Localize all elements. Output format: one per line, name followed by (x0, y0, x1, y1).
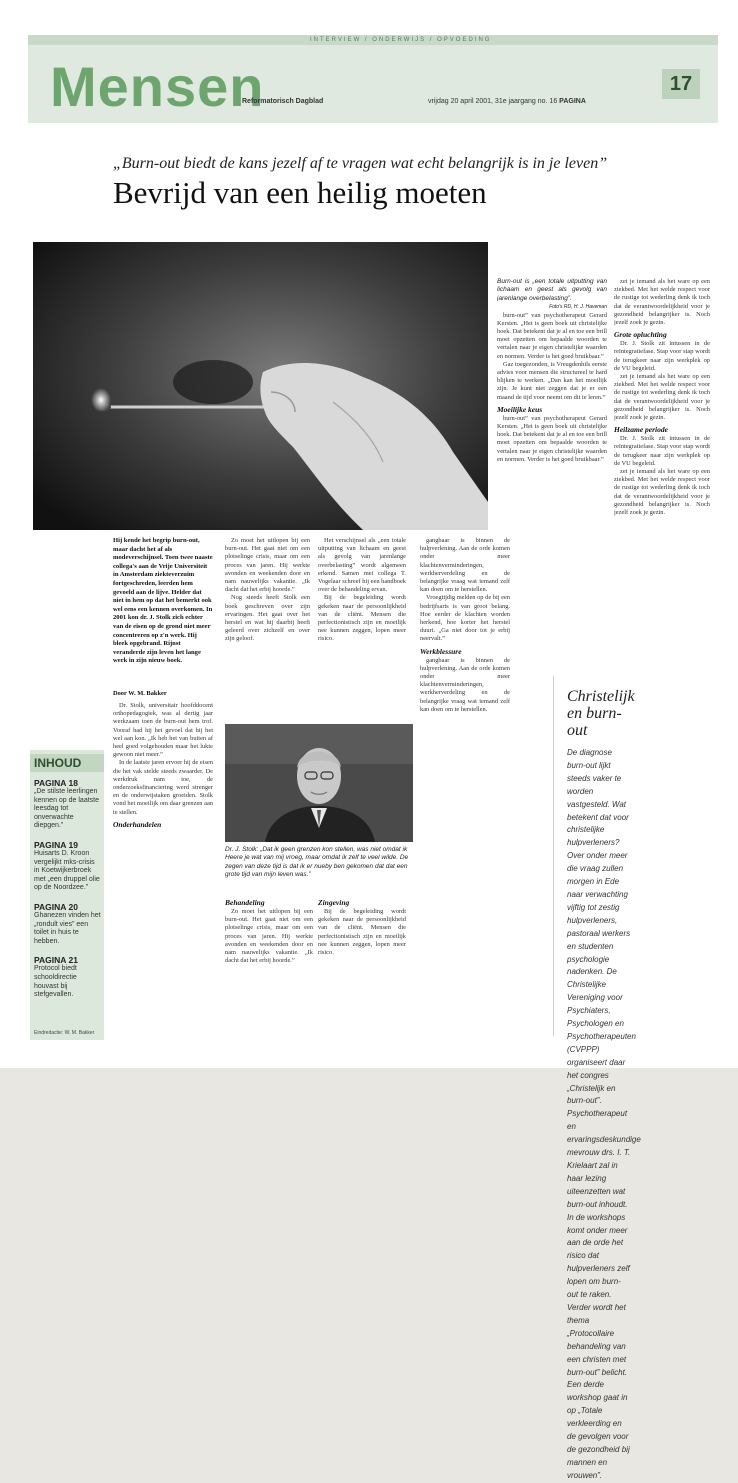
contents-text: Protocol biedt schooldirectie houvast bij stefgevallen. (34, 965, 77, 999)
text-column-5 (497, 278, 607, 678)
section-title: Mensen (50, 55, 265, 118)
text-column-3 (318, 537, 406, 717)
portrait-illustration (225, 724, 413, 842)
contents-item[interactable] (34, 955, 102, 999)
paragraph: In de laatste jaren ervoer hij de eisen die het vak stelde steeds zwaarder. De werkdruk nam toe, de onderzoeksfinanciering werd strenger en de onderwijstaken groeiden. Stolk vond het moeilijk om daar grenzen aan te stellen. (113, 759, 213, 816)
paragraph: Bij de begeleiding wordt gekeken naar de persoonlijkheid van de cliënt. Mensen die perfectionistisch zijn en moeilijk nee kunnen zeggen, lopen meer risico. (318, 908, 406, 957)
sidebar (567, 688, 641, 1483)
paragraph: zet je iemand als het ware op een ziekbed. Met het welde respect voor de rustige tot wederling denk ik toch dat de verantwoordelijkheid voor je gezondheid belangrijker is. Noch jezelf zoek je gezin. (614, 468, 710, 517)
section-band (28, 35, 718, 45)
sidebar-divider (553, 676, 554, 1036)
byline: Door W. M. Bakker (113, 690, 167, 697)
paragraph: Vroegtijdig melden op de bij een bedrijfsarts is van groot belang. Hoe eerder de klachten worden herkend, hoe korter het herstel duurt. „Ga niet door tot je erbij neervalt.” (420, 594, 510, 643)
paragraph: burn-out” van psychotherapeut Gerard Kersten. „Het is geen boek uit christelijke hoek. Dat betekent dat je al en toe een brill moet opzetten om bepaalde woorden te vertalen naar je eigen christelijke waarden en normen. Verder is het goed bruikbaar.” (497, 311, 607, 360)
paragraph: burn-out” van psychotherapeut Gerard Kersten. „Het is geen boek uit christelijke hoek. Dat betekent dat je al en toe een brill moet opzetten om bepaalde woorden te vertalen naar je eigen christelijke waarden en normen. Verder is het goed bruikbaar.” (497, 414, 607, 463)
contents-page-label: PAGINA 21 (34, 955, 78, 966)
subheading: Grote opluchting (614, 330, 667, 340)
paragraph: Dr. Stolk, universitair hoofddocent orthopedagogiek, was al dertig jaar werkzaam toen de burn-out hem trof. Vooraf had hij het gevoel dat hij het wel aan kon. „Ik heb het van buiten af heel goed volgehouden maar het lukte gewoon niet meer.” (113, 702, 213, 759)
contents-list (34, 778, 102, 1009)
contents-text: Huisarts D. Kroon vergelijkt mks-crisis in Koetwijkerbroek met „een druppel olie op de Noordzee.” (34, 849, 100, 892)
contents-text: „De stilste leerlingen kennen op de laatste leesdag tot onverwachte diepgen.” (34, 788, 99, 830)
paragraph: Zo moet het uitlopen bij een burn-out. Het gaat niet om een plotselinge crisis, maar om een proces van jaren. Hij werkte avonden en weekenden door en nam nauwelijks vakantie. „Ik dacht dat het erbij hoorde.” (225, 908, 313, 965)
contents-page-label: PAGINA 19 (34, 839, 78, 850)
masthead (28, 45, 718, 123)
page-word: PAGINA (559, 98, 586, 105)
match-hand-illustration (33, 242, 488, 530)
text-column-2 (225, 537, 310, 717)
paragraph: Zo moet het uitlopen bij een burn-out. Het gaat niet om een plotselinge crisis, maar om een proces van jaren. Hij werkte avonden en weekenden door en nam nauwelijks vakantie. „Ik dacht dat het erbij hoorde.” (225, 537, 310, 594)
date-text: vrijdag 20 april 2001, 31e jaargang no. 16 (428, 98, 558, 105)
paragraph: gangbaar is binnen de hulpverlening. Aan de orde komen onder meer klachtenverminderingen, werkherverdeling en de belangrijke vraag wat iemand zelf kan doen om te herstellen. (420, 656, 510, 713)
subheading: Behandeling (225, 898, 265, 907)
text-column-2b (225, 895, 313, 1035)
portrait-photo (225, 724, 413, 842)
contents-credit: Eindredactie: W. M. Bakker (34, 1030, 95, 1036)
article-intro: Hij kende het begrip burn-out, maar dacht het af als modeverschijnsel. Toen twee naaste collega's aan de Vrije Universiteit in Amsterdam ziekteverzuim fortgeschreden, leerden hem gevoeld aan de lijve. Helder dat niet in hem op dat het bemerkt ook wel eens een kennen overkomen. In 2001 kon dr. J. Stolk zich echter van de eisen op de grond niet meer concentreren op z'n werk. Hij bleek opgebrand. Rijnst veranderde zijn leven het lange werk in zijn nieuw boek. (113, 537, 213, 665)
contents-item[interactable] (34, 902, 102, 946)
text-column-1 (113, 702, 213, 1032)
contents-page-label: PAGINA 20 (34, 901, 78, 912)
paragraph: gangbaar is binnen de hulpverlening. Aan de orde komen onder meer klachtenverminderingen, werkherverdeling en de belangrijke vraag wat iemand zelf kan doen om te herstellen. (420, 537, 510, 594)
paragraph: Gaz toegezonden, is Vreugdenhils eerste advies voor mensen die structureel te hard blijken te werken. „Dan kan het moeilijk zijn. Je kunt niet zeggen dat je er een maand de tijd voor neemt om dit te leren.” (497, 360, 607, 401)
portrait-caption: Dr. J. Stolk: „Dat ik geen grenzen kon stellen, was niet omdat ik Heere je wat van mij vroeg, maar omdat ik zelf te veel wilde. De zegen van deze tijd is dat ik er nueby ben gekomen dat dat een grote tijd van mijn leven was.” (225, 846, 409, 879)
section-band-label: INTERVIEW / ONDERWIJS / OPVOEDING (310, 37, 492, 43)
paragraph: Het verschijnsel als „een totale uitputting van lichaam en geest als gevolg van jarenlange overbelasting” wordt algemeen erkend. Samen met collega T. Vogelaar schreef hij een handboek over de behandeling ervan. (318, 537, 406, 594)
match-hand-photo (33, 242, 488, 530)
paragraph: Bij de begeleiding wordt gekeken naar de persoonlijkheid van de cliënt. Mensen die perfectionistisch zijn en moeilijk nee kunnen zeggen, lopen meer risico. (318, 594, 406, 643)
contents-box (30, 750, 104, 1040)
subheading: Heilzame periode (614, 425, 668, 435)
paragraph: Dr. J. Stolk zit intussen in de reïntegratiefase. Stap voor stap wordt de terugkeer naar zijn werkplek op de VU begeleid. (614, 340, 710, 372)
date-line (428, 98, 586, 105)
paper-name: Reformatorisch Dagblad (242, 98, 324, 105)
contents-page-label: PAGINA 18 (34, 778, 78, 788)
sidebar-title: Christelijk en burn-out (567, 688, 635, 739)
paragraph: Nog steeds heeft Stolk een boek geschreven over zijn ervaringen. Het gaat over het herstel en wat hij daarbij heeft geleerd over zichzelf en over zijn geloof. (225, 594, 310, 643)
article-headline: Bevrijd van een heilig moeten (113, 175, 487, 210)
contents-item[interactable] (34, 840, 102, 893)
photo-credit: Foto's RD, H. J. Haveman (549, 304, 607, 311)
contents-text: Ghanezen vinden het „rondult vies” een toilet in huis te hebben. (34, 911, 101, 945)
paragraph: zet je iemand als het ware op een ziekbed. Met het welde respect voor de rustige tot wederling denk ik toch dat de verantwoordelijkheid voor je gezondheid belangrijker is. Noch jezelf zoek je gezin. (614, 373, 710, 422)
photo-caption: Burn-out is „een totale uitputting van lichaam en geest als gevolg van jarenlange overbelasting”. (497, 278, 607, 302)
subheading: Onderhandelen (113, 819, 162, 829)
subheading: Zingeving (318, 898, 350, 907)
subheading: Werkblessure (420, 646, 462, 656)
paragraph: Dr. J. Stolk zit intussen in de reïntegratiefase. Stap voor stap wordt de terugkeer naar zijn werkplek op de VU begeleid. (614, 435, 710, 467)
sidebar-body: De diagnose burn-out lijkt steeds vaker te worden vastgesteld. Wat betekent dat voor christelijke hulpverleners? Over onder meer die vraag zullen morgen in Ede naar verwachting vijftig tot zestig hulpverleners, pastoraal werkers en studenten psychologie nadenken. De Christelijke Vereniging voor Psychiaters, Psychologen en Psychotherapeuten (CVPPP) organiseert daar het congres „Christelijk en burn-out”. Psychotherapeut en ervaringsdeskundige mevrouw drs. I. T. Krielaart zal in haar lezing uiteenzetten wat burn-out inhoudt. In de workshops komt onder meer aan de orde het risico dat hulpverleners zelf lopen om burn-out te raken. Verder wordt het thema „Protocollaire behandeling van een christen met burn-out” belicht. Een derde workshop gaat in op „Totale verkleerding en de gevolgen voor de gezondheid bij mannen en vrouwen”. (567, 748, 641, 1480)
contents-item[interactable] (34, 778, 102, 831)
subheading: Moeilijke keus (497, 404, 543, 414)
article-kicker: „Burn-out biedt de kans jezelf af te vragen wat echt belangrijk is in je leven” (113, 155, 608, 172)
paragraph: zet je iemand als het ware op een ziekbed. Met het welde respect voor de rustige tot wederling denk ik toch dat de verantwoordelijkheid voor je gezondheid belangrijker is. Noch jezelf zoek je gezin. (614, 278, 710, 327)
text-column-3b (318, 895, 406, 1035)
page-number: 17 (662, 69, 700, 99)
contents-title: INHOUD (30, 754, 104, 772)
